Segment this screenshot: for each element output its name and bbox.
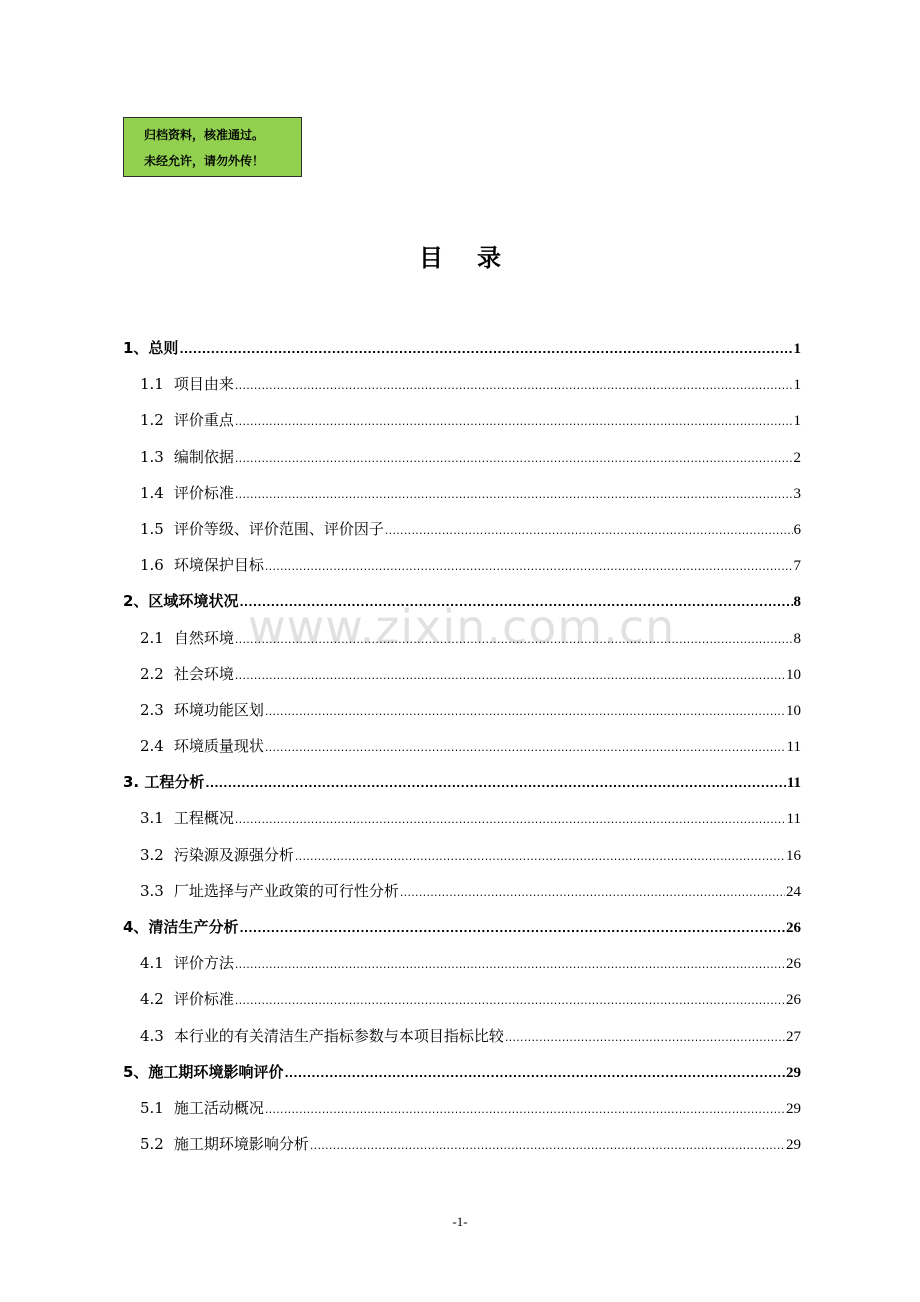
toc-section-entry[interactable] [123,981,801,1017]
toc-section-entry[interactable] [123,511,801,547]
toc-entry-label: 评价重点 [173,411,234,430]
table-of-contents [123,330,801,1162]
toc-section-entry[interactable] [123,1018,801,1054]
toc-entry-label: 2、区域环境状况 [123,592,239,611]
toc-entry-label: 施工活动概况 [173,1098,264,1117]
toc-dot-leader [235,404,793,440]
toc-dot-leader [265,1092,785,1128]
toc-entry-label: 环境功能区划 [173,700,264,719]
toc-page-number: 8 [793,630,801,647]
toc-dot-leader [205,766,785,802]
toc-section-entry[interactable] [123,837,801,873]
toc-entry-number: 2.4 [140,737,164,756]
toc-chapter-entry[interactable] [123,330,801,366]
toc-page-number: 1 [793,341,801,357]
toc-page-number: 7 [793,558,801,575]
toc-section-entry[interactable] [123,547,801,583]
toc-section-entry[interactable] [123,620,801,656]
toc-entry-label: 评价等级、评价范围、评价因子 [173,519,384,538]
toc-dot-leader [265,694,785,730]
toc-page-number: 11 [786,739,801,756]
toc-entry-label: 工程概况 [173,809,234,828]
toc-dot-leader [239,585,792,621]
toc-dot-leader [235,477,793,513]
toc-page-number: 26 [786,992,801,1009]
toc-dot-leader [284,1056,785,1092]
toc-page-number: 10 [786,702,801,719]
toc-page-number: 29 [786,1137,801,1154]
toc-section-entry[interactable] [123,800,801,836]
stamp-line-2: 未经允许，请勿外传！ [144,154,265,168]
toc-entry-label: 3. 工程分析 [123,773,205,792]
toc-dot-leader [235,983,785,1019]
toc-dot-leader [239,911,785,947]
toc-dot-leader [310,1128,785,1164]
toc-entry-label: 项目由来 [173,375,234,394]
toc-page-number: 3 [793,485,801,502]
toc-dot-leader [235,658,785,694]
toc-entry-number: 3.2 [140,845,164,864]
page-title: 目录 [419,244,535,272]
toc-entry-number: 1.4 [140,483,164,502]
toc-entry-number: 5.2 [140,1135,164,1154]
toc-chapter-entry[interactable] [123,583,801,619]
toc-entry-number: 1.5 [140,519,164,538]
toc-entry-label: 评价方法 [173,954,234,973]
toc-page-number: 16 [786,847,801,864]
toc-section-entry[interactable] [123,728,801,764]
toc-entry-number: 1.2 [140,411,164,430]
toc-dot-leader [235,622,793,658]
toc-page-number: 26 [786,956,801,973]
toc-page-number: 2 [793,449,801,466]
toc-page-number: 27 [786,1028,801,1045]
toc-entry-label: 自然环境 [173,628,234,647]
toc-entry-label: 本行业的有关清洁生产指标参数与本项目指标比较 [173,1026,504,1045]
toc-section-entry[interactable] [123,1090,801,1126]
toc-dot-leader [235,441,793,477]
toc-entry-number: 4.2 [140,990,164,1009]
toc-entry-number: 4.1 [140,954,164,973]
toc-entry-label: 编制依据 [173,447,234,466]
toc-entry-label: 4、清洁生产分析 [123,918,239,936]
toc-entry-label: 评价标准 [173,483,234,502]
toc-page-number: 24 [786,883,801,900]
toc-entry-label: 厂址选择与产业政策的可行性分析 [173,881,399,900]
toc-page-number: 11 [786,775,801,792]
toc-entry-label: 环境质量现状 [173,737,264,756]
toc-section-entry[interactable] [123,366,801,402]
toc-entry-label: 社会环境 [173,664,234,683]
toc-chapter-entry[interactable] [123,909,801,945]
toc-dot-leader [265,730,786,766]
toc-entry-number: 2.3 [140,700,164,719]
toc-section-entry[interactable] [123,945,801,981]
toc-page-number: 26 [786,920,801,936]
archive-stamp [123,117,302,177]
toc-entry-number: 1.1 [140,375,164,394]
toc-entry-number: 2.1 [140,628,164,647]
toc-dot-leader [400,875,785,911]
toc-chapter-entry[interactable] [123,764,801,800]
toc-page-number: 10 [786,666,801,683]
toc-page-number: 29 [786,1100,801,1117]
toc-page-number: 6 [793,521,801,538]
toc-page-number: 8 [793,594,801,611]
toc-section-entry[interactable] [123,1126,801,1162]
toc-entry-label: 施工期环境影响分析 [173,1135,309,1154]
toc-page-number: 1 [793,377,801,394]
toc-entry-number: 3.3 [140,881,164,900]
toc-entry-label: 环境保护目标 [173,556,264,575]
toc-entry-label: 污染源及源强分析 [173,845,294,864]
toc-dot-leader [235,947,785,983]
toc-section-entry[interactable] [123,439,801,475]
toc-chapter-entry[interactable] [123,1054,801,1090]
toc-page-number: 1 [793,413,801,430]
toc-entry-label: 5、施工期环境影响评价 [123,1062,284,1081]
toc-section-entry[interactable] [123,475,801,511]
toc-entry-label: 1、总则 [123,339,179,357]
toc-entry-number: 4.3 [140,1026,164,1045]
toc-entry-number: 1.6 [140,556,164,575]
toc-dot-leader [295,839,785,875]
toc-dot-leader [385,513,793,549]
toc-dot-leader [235,368,793,404]
toc-section-entry[interactable] [123,692,801,728]
toc-section-entry[interactable] [123,656,801,692]
toc-entry-number: 2.2 [140,664,164,683]
page-number: -1- [452,1214,468,1229]
toc-dot-leader [179,332,792,368]
toc-dot-leader [505,1020,785,1056]
toc-section-entry[interactable] [123,402,801,438]
toc-entry-number: 1.3 [140,447,164,466]
toc-entry-number: 3.1 [140,809,164,828]
toc-entry-label: 评价标准 [173,990,234,1009]
stamp-line-1: 归档资料，核准通过。 [144,128,265,142]
toc-page-number: 11 [786,811,801,828]
watermark: www.zixin.com.cn [248,600,676,654]
toc-entry-number: 5.1 [140,1098,164,1117]
toc-dot-leader [265,549,793,585]
toc-page-number: 29 [786,1064,801,1081]
toc-dot-leader [235,802,786,838]
toc-section-entry[interactable] [123,873,801,909]
